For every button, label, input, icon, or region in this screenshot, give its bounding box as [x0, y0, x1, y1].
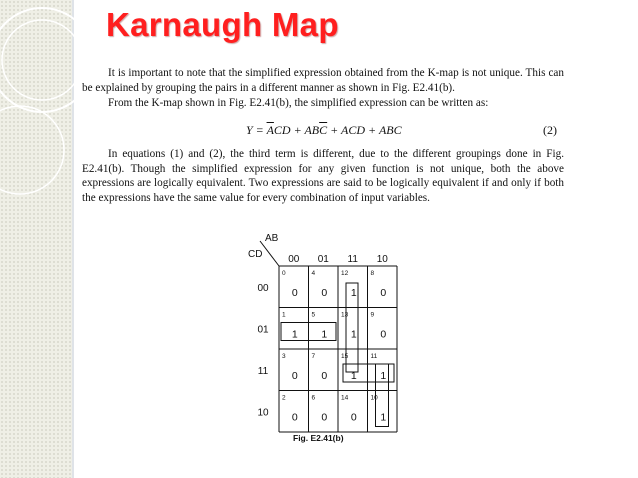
- cell-value: 0: [380, 328, 387, 341]
- corner-diagonal: [260, 241, 279, 266]
- cell-value: 1: [291, 328, 298, 341]
- cell-minterm-index: 13: [341, 311, 349, 319]
- equation-term1-rest: CD: [273, 123, 291, 137]
- row-variable-label: CD: [248, 249, 263, 260]
- cell-minterm-index: 12: [341, 270, 349, 277]
- cell-minterm-index: 7: [311, 353, 316, 360]
- row-header: 00: [257, 283, 269, 294]
- cell-minterm-index: 10: [370, 394, 378, 402]
- paragraph-text: It is important to note that the simplified expression obtained from the K-map is not unique. This can be explained by grouping the pairs in a different manner as shown in Fig. E2.41(b).: [82, 67, 564, 94]
- cell-minterm-index: 6: [311, 394, 316, 402]
- cell-minterm-index: 9: [370, 311, 375, 319]
- cell-value: 1: [380, 411, 387, 424]
- column-header: 10: [376, 254, 388, 265]
- cell-value: 1: [350, 287, 357, 299]
- column-header: 11: [347, 254, 358, 265]
- cell-minterm-index: 15: [341, 353, 349, 360]
- cell-minterm-index: 1: [282, 311, 286, 319]
- equation-term2-bar: $\overline{C}$: [319, 123, 328, 137]
- equation-term1-bar: $\overline{A}$: [266, 123, 274, 137]
- row-header: 10: [257, 407, 269, 419]
- figure-caption: Fig. E2.41(b): [293, 433, 344, 443]
- column-header: 01: [317, 254, 329, 265]
- cell-value: 0: [321, 287, 328, 299]
- cell-value: 0: [291, 370, 298, 382]
- cell-value: 1: [321, 328, 328, 341]
- equation-plus: +: [327, 123, 342, 137]
- equation-plus: +: [365, 123, 379, 137]
- column-variable-label: AB: [265, 233, 279, 244]
- cell-minterm-index: 11: [370, 353, 378, 360]
- cell-minterm-index: 0: [282, 270, 286, 277]
- cell-value: 0: [291, 287, 298, 299]
- cell-value: 1: [350, 328, 357, 341]
- column-header: 00: [288, 254, 300, 265]
- cell-minterm-index: 3: [282, 353, 286, 360]
- equation-term3: ACD: [341, 123, 366, 137]
- paragraph-text: From the K-map shown in Fig. E2.41(b), the simplified expression can be written as:: [108, 97, 489, 109]
- equation-number: (2): [543, 123, 557, 137]
- row-header: 11: [257, 366, 269, 377]
- cell-value: 0: [350, 411, 357, 424]
- cell-minterm-index: 4: [311, 270, 316, 277]
- equation-lhs: Y =: [246, 123, 267, 137]
- equation-term2-plain: AB: [304, 123, 320, 137]
- equation-plus: +: [290, 123, 305, 137]
- cell-minterm-index: 5: [311, 311, 316, 319]
- cell-minterm-index: 14: [341, 394, 349, 402]
- cell-value: 0: [380, 287, 387, 299]
- row-header: 01: [257, 324, 269, 336]
- cell-minterm-index: 2: [282, 394, 286, 402]
- cell-minterm-index: 8: [370, 270, 375, 277]
- paragraph-text: In equations (1) and (2), the third term is different, due to the different groupings done in Fig. E2.41(b). Though the simplified expression for any given function is not unique, both the above expressions are logically equivalent. Two expressions are said to be logically equivalent if and only if both the expressions have the same value for every combination of input variables.: [82, 148, 564, 204]
- slide-title: Karnaugh Map: [106, 6, 339, 43]
- cell-value: 1: [380, 370, 387, 382]
- cell-value: 0: [321, 411, 328, 424]
- equation-term4: ABC: [378, 123, 402, 137]
- cell-value: 1: [350, 370, 357, 382]
- cell-value: 0: [291, 411, 298, 424]
- cell-value: 0: [321, 370, 328, 382]
